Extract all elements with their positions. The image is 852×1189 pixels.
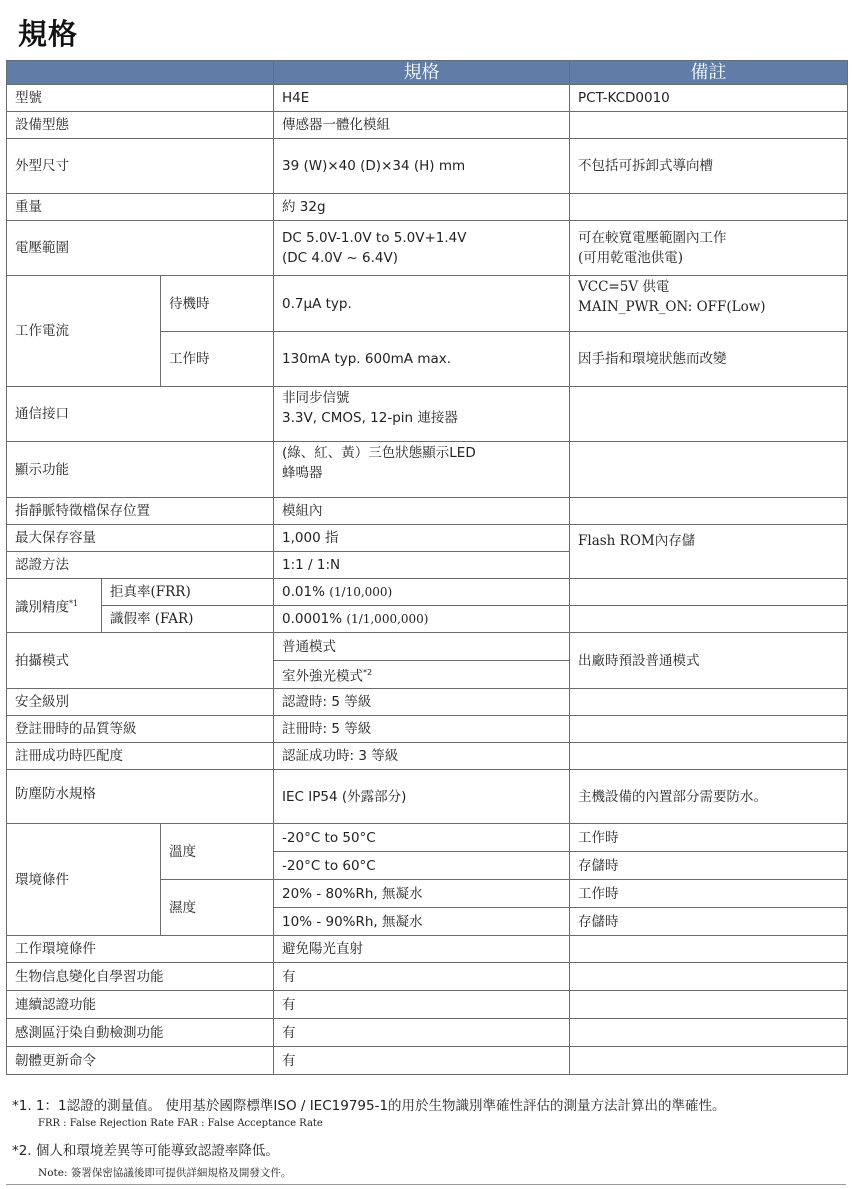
spec-line: 蜂鳴器 — [282, 465, 323, 481]
table-row — [7, 991, 848, 1019]
row-spec: 有 — [274, 1019, 570, 1047]
spec-value: 0.01% — [282, 584, 330, 600]
row-note — [570, 716, 848, 743]
sub-label: 溫度 — [161, 824, 274, 880]
row-spec: 0.7μA typ. — [274, 276, 570, 332]
row-label: 認證方法 — [7, 552, 274, 579]
row-note — [570, 1047, 848, 1075]
table-row — [7, 221, 848, 276]
row-note: 因手指和環境狀態而改變 — [570, 332, 848, 387]
bottom-divider — [6, 1184, 846, 1185]
row-label: 外型尺寸 — [7, 139, 274, 194]
footnote-1-sub: FRR : False Rejection Rate FAR : False Acceptance Rate — [38, 1118, 323, 1129]
row-label: 型號 — [7, 85, 274, 112]
row-note: 工作時 — [570, 880, 848, 908]
row-spec: 有 — [274, 963, 570, 991]
row-spec: H4E — [274, 85, 570, 112]
row-label: 韌體更新命令 — [7, 1047, 274, 1075]
row-label: 重量 — [7, 194, 274, 221]
row-note: 不包括可拆卸式導向槽 — [570, 139, 848, 194]
header-spec: 規格 — [274, 61, 570, 85]
row-label: 設備型態 — [7, 112, 274, 139]
row-note: 出廠時預設普通模式 — [570, 633, 848, 689]
row-note — [570, 276, 848, 332]
row-spec: 避免陽光直射 — [274, 936, 570, 963]
spec-line: 非同步信號 — [282, 390, 350, 406]
table-row — [7, 442, 848, 498]
table-row — [7, 1019, 848, 1047]
table-row — [7, 633, 848, 661]
row-note — [570, 963, 848, 991]
row-label: 拍攝模式 — [7, 633, 274, 689]
row-spec: 認證時: 5 等級 — [274, 689, 570, 716]
spec-ratio: (1/1,000,000) — [346, 612, 429, 626]
row-spec: 20% - 80%Rh, 無凝水 — [274, 880, 570, 908]
row-note: 存儲時 — [570, 908, 848, 936]
row-spec: 130mA typ. 600mA max. — [274, 332, 570, 387]
table-row — [7, 963, 848, 991]
row-label: 註冊成功時匹配度 — [7, 743, 274, 770]
table-row — [7, 112, 848, 139]
row-label: 工作環境條件 — [7, 936, 274, 963]
row-note — [570, 606, 848, 633]
row-spec: 認証成功時: 3 等級 — [274, 743, 570, 770]
row-label: 連續認證功能 — [7, 991, 274, 1019]
header-blank — [7, 61, 274, 85]
row-spec — [274, 387, 570, 442]
note-line: MAIN_PWR_ON: OFF(Low) — [578, 299, 766, 315]
sub-label: 工作時 — [161, 332, 274, 387]
table-row — [7, 743, 848, 770]
table-row — [7, 276, 848, 332]
footnote-mark: *1 — [69, 598, 79, 608]
table-row — [7, 1047, 848, 1075]
sub-label: 拒真率(FRR) — [102, 579, 274, 606]
row-note: 工作時 — [570, 824, 848, 852]
row-note — [570, 442, 848, 498]
row-label: 防塵防水規格 — [7, 770, 274, 824]
row-spec: 1,000 指 — [274, 525, 570, 552]
row-spec: 註冊時: 5 等級 — [274, 716, 570, 743]
note-line: 可在較寬電壓範圍內工作 — [578, 230, 727, 246]
row-label: 指靜脈特徵檔保存位置 — [7, 498, 274, 525]
row-label: 登註冊時的品質等級 — [7, 716, 274, 743]
header-note: 備註 — [570, 61, 848, 85]
row-note — [570, 498, 848, 525]
row-note — [570, 1019, 848, 1047]
table-row — [7, 387, 848, 442]
table-row — [7, 824, 848, 852]
row-note — [570, 112, 848, 139]
row-label: 工作電流 — [7, 276, 161, 387]
row-label — [7, 579, 102, 633]
footnote-1: *1. 1：1認證的測量值。 使用基於國際標準ISO / IEC19795-1的用於生物識別準確性評估的測量方法計算出的準確性。 — [12, 1098, 726, 1114]
spec-ratio: (1/10,000) — [329, 585, 393, 599]
table-header — [7, 61, 848, 85]
row-note — [570, 689, 848, 716]
table-row — [7, 139, 848, 194]
table-row — [7, 770, 848, 824]
table-row — [7, 579, 848, 606]
row-spec — [274, 579, 570, 606]
spec-line: (綠、紅、黃）三色狀態顯示LED — [282, 445, 476, 461]
table-row — [7, 606, 848, 633]
row-spec — [274, 442, 570, 498]
row-label: 環境條件 — [7, 824, 161, 936]
table-row — [7, 936, 848, 963]
row-note — [570, 743, 848, 770]
spec-table — [6, 60, 848, 1075]
table-row — [7, 194, 848, 221]
note-line: VCC=5V 供電 — [578, 279, 670, 295]
table-row — [7, 498, 848, 525]
row-spec: 普通模式 — [274, 633, 570, 661]
spec-value: 0.0001% — [282, 611, 347, 627]
table-row — [7, 525, 848, 552]
row-spec: -20°C to 50°C — [274, 824, 570, 852]
row-spec: 模組內 — [274, 498, 570, 525]
row-label: 電壓範圍 — [7, 221, 274, 276]
row-label: 顯示功能 — [7, 442, 274, 498]
row-spec: IEC IP54 (外露部分) — [274, 770, 570, 824]
spec-line: DC 5.0V-1.0V to 5.0V+1.4V — [282, 230, 467, 246]
spec-value: 室外強光模式 — [282, 668, 364, 685]
table-row — [7, 689, 848, 716]
row-label: 安全級別 — [7, 689, 274, 716]
row-note: 存儲時 — [570, 852, 848, 880]
row-spec: 有 — [274, 1047, 570, 1075]
row-spec: -20°C to 60°C — [274, 852, 570, 880]
label-text: 識別精度 — [15, 599, 69, 616]
row-note — [570, 991, 848, 1019]
row-note: 主機設備的內置部分需要防水。 — [570, 770, 848, 824]
row-label: 感測區汙染自動檢測功能 — [7, 1019, 274, 1047]
row-spec: 有 — [274, 991, 570, 1019]
spec-line: (DC 4.0V ~ 6.4V) — [282, 250, 398, 266]
row-note — [570, 387, 848, 442]
row-spec — [274, 606, 570, 633]
row-note — [570, 194, 848, 221]
row-spec: 10% - 90%Rh, 無凝水 — [274, 908, 570, 936]
table-row — [7, 716, 848, 743]
row-spec — [274, 661, 570, 689]
row-spec — [274, 221, 570, 276]
spec-line: 3.3V, CMOS, 12-pin 連接器 — [282, 410, 458, 426]
table-row — [7, 85, 848, 112]
row-label: 最大保存容量 — [7, 525, 274, 552]
row-note — [570, 936, 848, 963]
footnote-mark: *2 — [363, 667, 373, 677]
sub-label: 濕度 — [161, 880, 274, 936]
row-note: PCT-KCD0010 — [570, 85, 848, 112]
row-spec: 約 32g — [274, 194, 570, 221]
row-label: 生物信息變化自學習功能 — [7, 963, 274, 991]
row-spec: 傳感器一體化模組 — [274, 112, 570, 139]
row-note — [570, 579, 848, 606]
row-note: Flash ROM內存儲 — [570, 525, 848, 579]
row-label: 通信接口 — [7, 387, 274, 442]
row-spec: 39 (W)×40 (D)×34 (H) mm — [274, 139, 570, 194]
row-spec: 1:1 / 1:N — [274, 552, 570, 579]
sub-label: 識假率 (FAR) — [102, 606, 274, 633]
footnote-2-sub: Note: 簽署保密協議後即可提供詳細規格及開發文件。 — [38, 1167, 292, 1179]
sub-label: 待機時 — [161, 276, 274, 332]
footnote-2: *2. 個人和環境差異等可能導致認證率降低。 — [12, 1143, 279, 1159]
page-title: 規格 — [18, 17, 79, 51]
row-note — [570, 221, 848, 276]
note-line: (可用乾電池供電) — [578, 250, 684, 266]
